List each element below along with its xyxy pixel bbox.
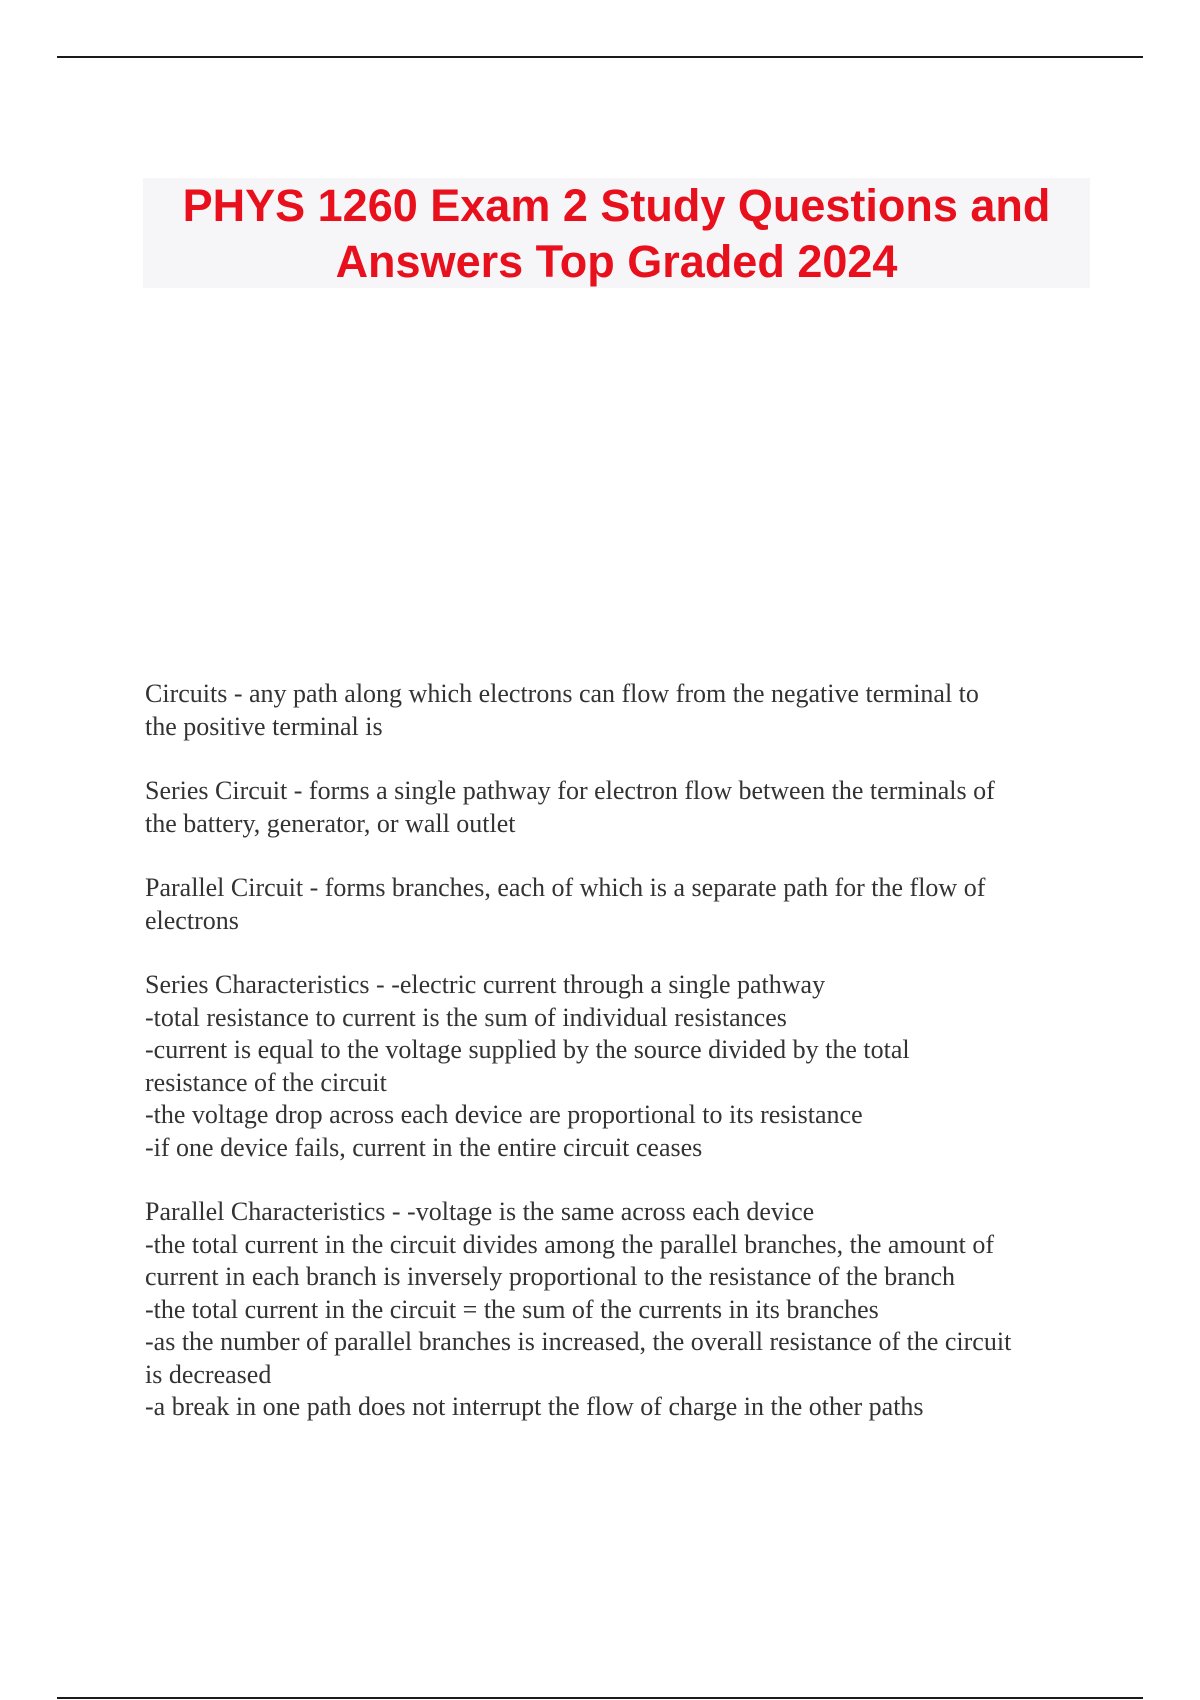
top-rule xyxy=(57,56,1143,58)
bottom-rule xyxy=(57,1697,1143,1699)
study-entries xyxy=(145,678,1095,1456)
entry-parallel-circuit: Parallel Circuit - forms branches, each of which is a separate path for the flow of electrons xyxy=(145,873,986,935)
entry-circuits: Circuits - any path along which electrons can flow from the negative terminal to the positive terminal is xyxy=(145,679,979,741)
entry-series-characteristics: Series Characteristics - -electric current through a single pathway -total resistance to current is the sum of individual resistances -current is equal to the voltage supplied by the source divided by the total resistance of the circuit -the voltage drop across each device are proportional to its resistance -if one device fails, current in the entire circuit ceases xyxy=(145,970,910,1162)
entry-parallel-characteristics: Parallel Characteristics - -voltage is the same across each device -the total current in the circuit divides among the parallel branches, the amount of current in each branch is inversely proportional to the resistance of the branch -the total current in the circuit = the sum of the currents in its branches -as the number of parallel branches is increased, the overall resistance of the circuit is decreased -a break in one path does not interrupt the flow of charge in the other paths xyxy=(145,1197,1012,1421)
document-title-line-1: PHYS 1260 Exam 2 Study Questions and xyxy=(182,180,1051,231)
document-title xyxy=(143,178,1090,290)
entry-series-circuit: Series Circuit - forms a single pathway for electron flow between the terminals of the battery, generator, or wall outlet xyxy=(145,776,995,838)
document-title-line-2: Answers Top Graded 2024 xyxy=(335,236,898,287)
